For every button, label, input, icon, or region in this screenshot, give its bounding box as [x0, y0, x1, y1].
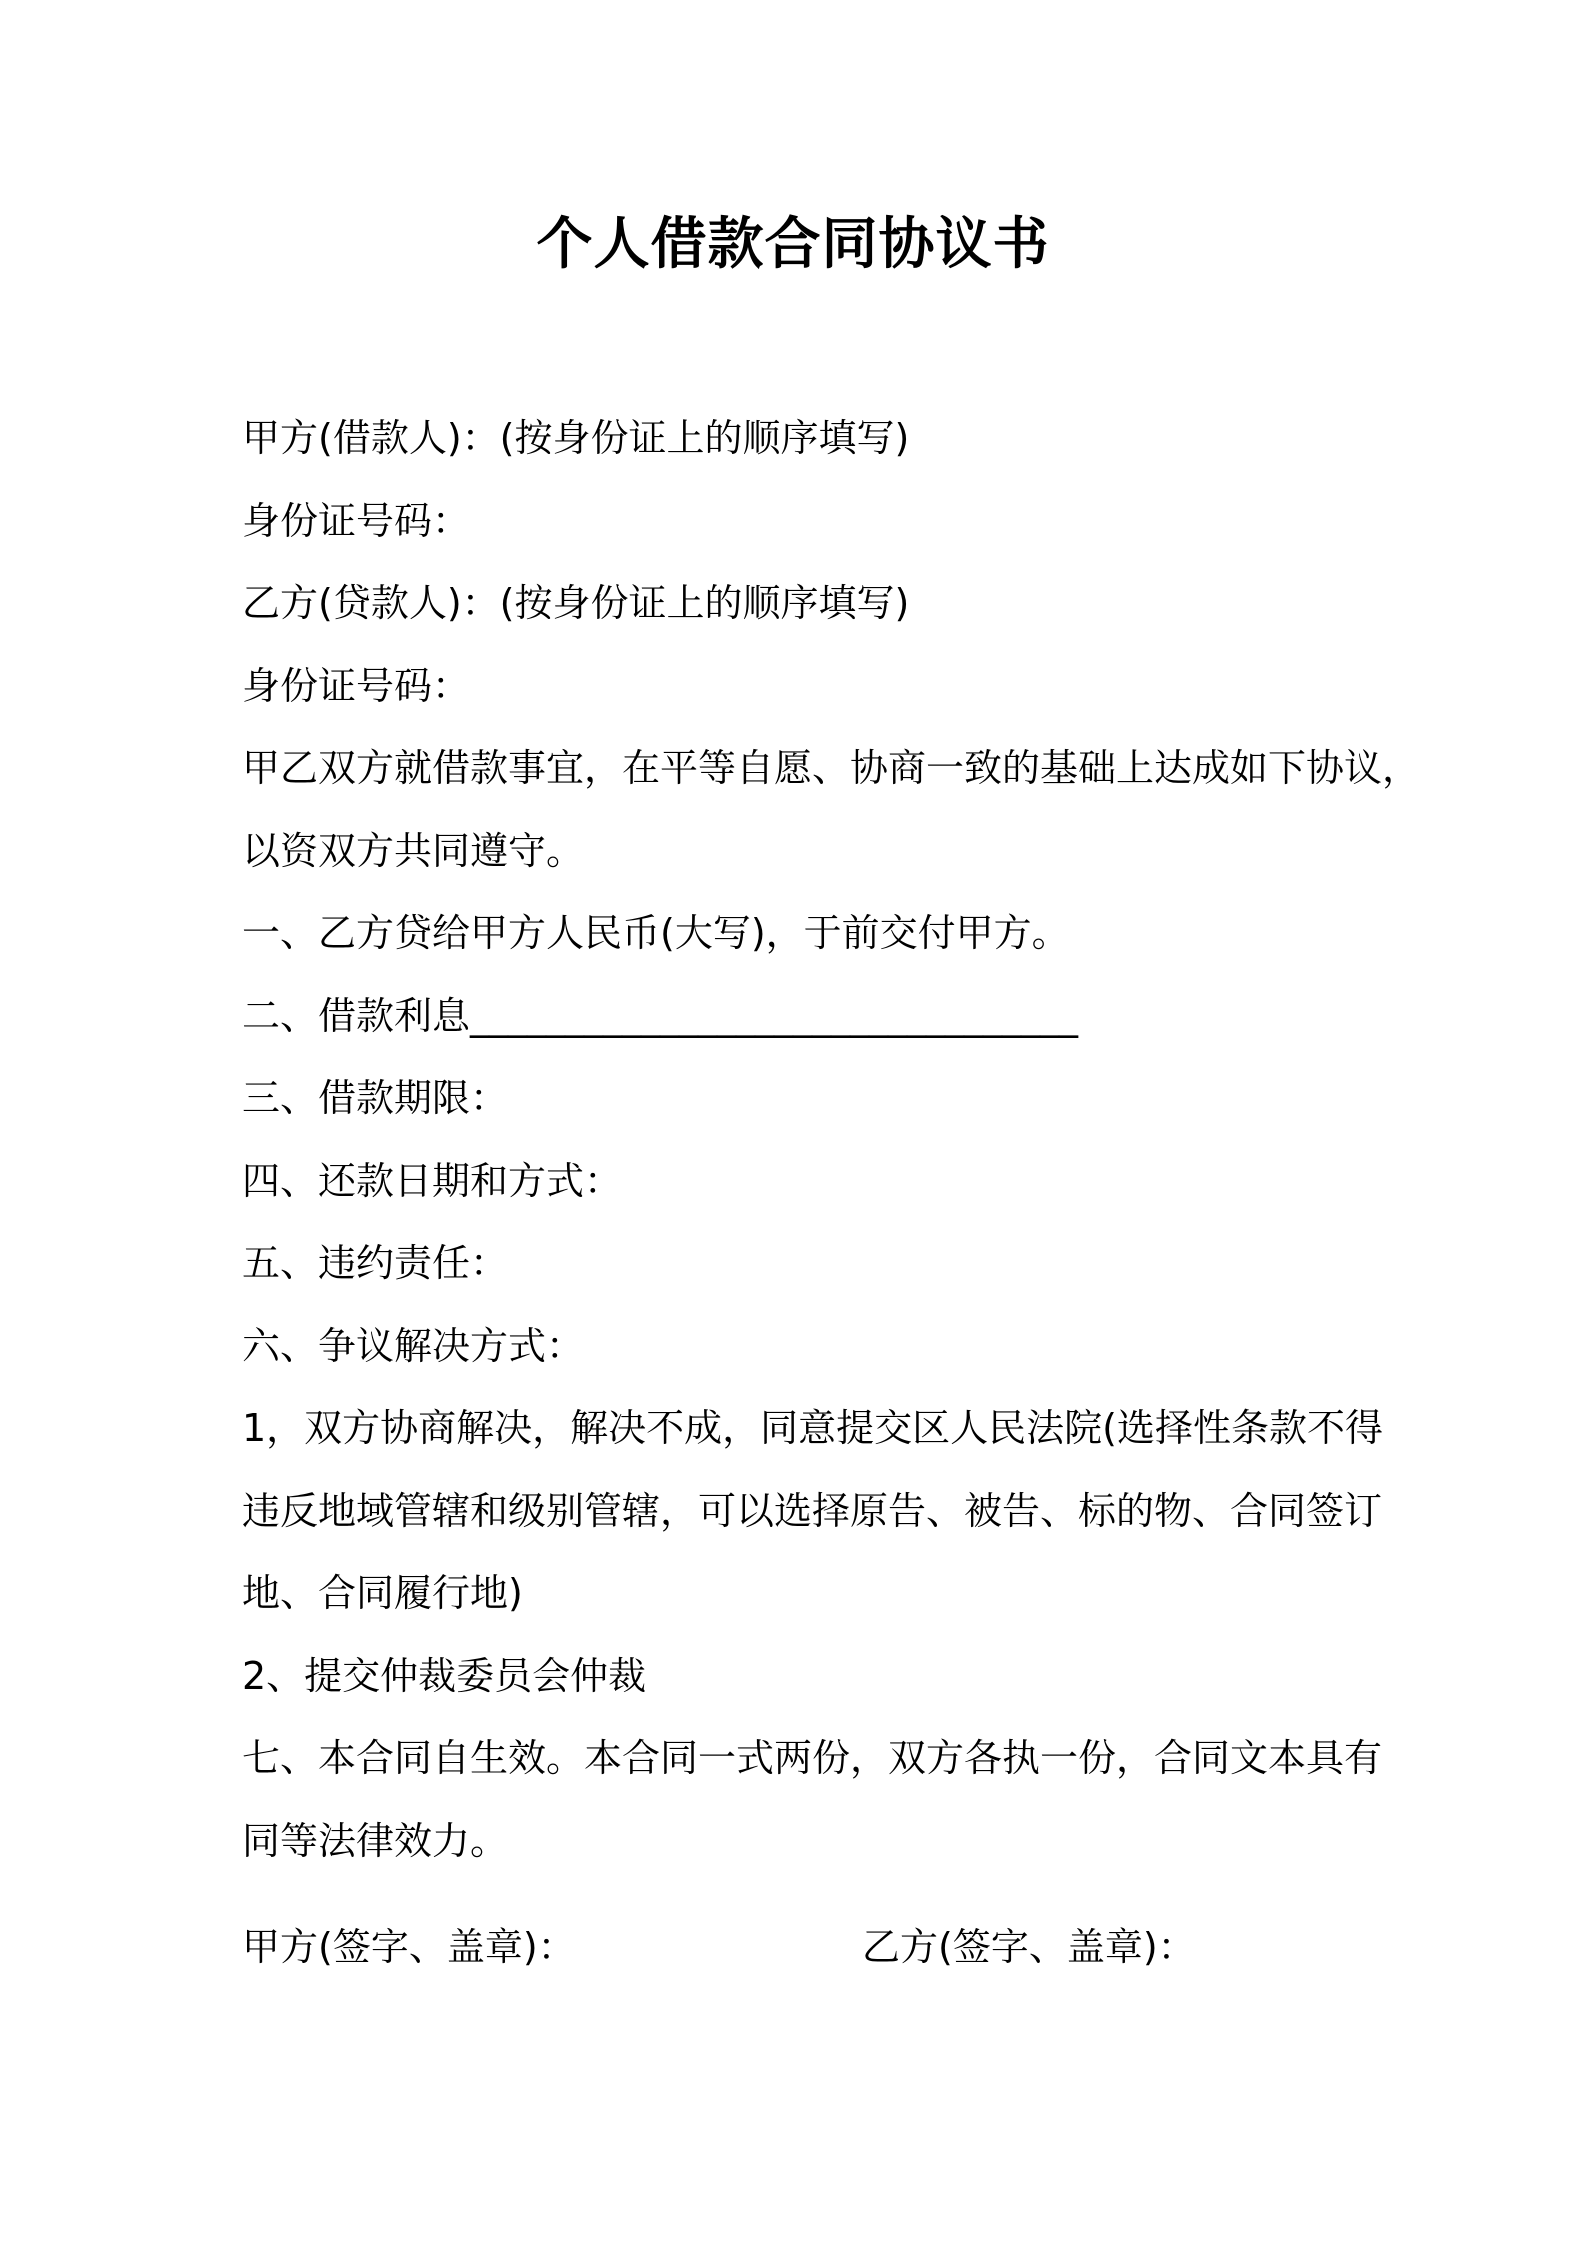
party-b-id-line: 身份证号码： [242, 664, 471, 708]
clause-3: 三、借款期限： [242, 1076, 509, 1120]
clause-6-item-1-line-1: 1，双方协商解决，解决不成，同意提交区人民法院(选择性条款不得 [242, 1406, 1384, 1450]
signature-party-a: 甲方(签字、盖章)： [242, 1925, 576, 1969]
party-b-line: 乙方(贷款人)：(按身份证上的顺序填写) [242, 581, 910, 625]
clause-4: 四、还款日期和方式： [242, 1159, 623, 1203]
clause-6-item-1-line-3: 地、合同履行地) [242, 1571, 523, 1615]
clause-5: 五、违约责任： [242, 1241, 509, 1285]
party-a-id-line: 身份证号码： [242, 499, 471, 543]
party-a-line: 甲方(借款人)：(按身份证上的顺序填写) [242, 416, 910, 460]
intro-line-1: 甲乙双方就借款事宜，在平等自愿、协商一致的基础上达成如下协议， [242, 746, 1421, 790]
clause-6: 六、争议解决方式： [242, 1324, 585, 1368]
document-title: 个人借款合同协议书 [536, 212, 1050, 277]
intro-line-2: 以资双方共同遵守。 [242, 829, 585, 873]
clause-7-line-2: 同等法律效力。 [242, 1819, 509, 1863]
clause-2: 二、借款利息________________________________ [242, 994, 1079, 1038]
clause-1: 一、乙方贷给甲方人民币(大写)，于前交付甲方。 [242, 911, 1070, 955]
clause-6-item-2: 2、提交仲裁委员会仲裁 [242, 1654, 647, 1698]
signature-party-b: 乙方(签字、盖章)： [862, 1925, 1196, 1969]
clause-6-item-1-line-2: 违反地域管辖和级别管辖，可以选择原告、被告、标的物、合同签订 [242, 1489, 1383, 1533]
clause-7-line-1: 七、本合同自生效。本合同一式两份，双方各执一份，合同文本具有 [242, 1736, 1383, 1780]
